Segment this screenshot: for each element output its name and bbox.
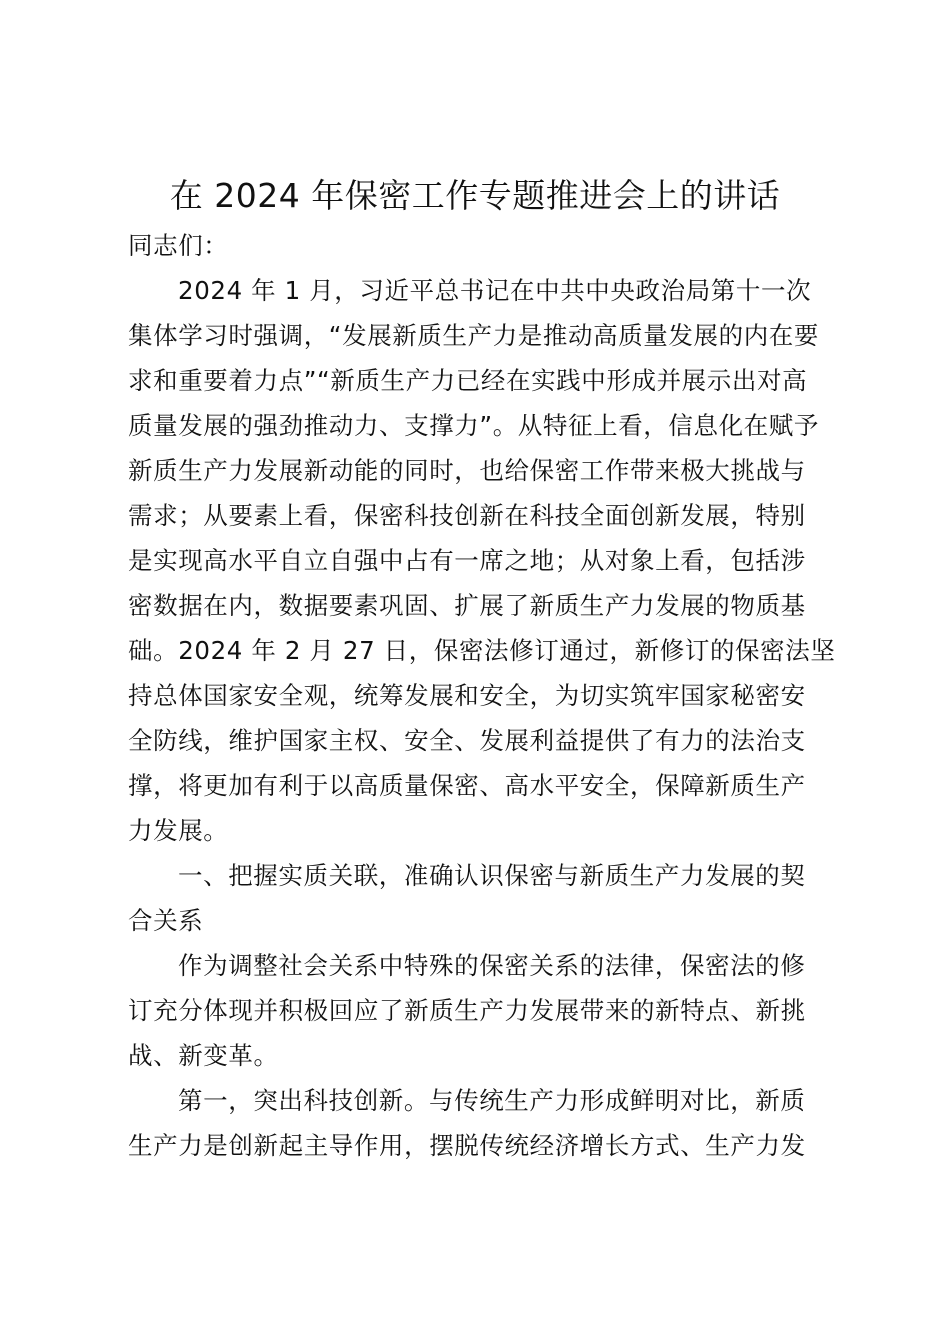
section-heading-line-1: 一、把握实质关联，准确认识保密与新质生产力发展的契 <box>178 861 806 890</box>
paragraph-1-line-8: 密数据在内，数据要素巩固、扩展了新质生产力发展的物质基 <box>128 591 806 620</box>
paragraph-1-line-4: 质量发展的强劲推动力、支撑力”。从特征上看，信息化在赋予 <box>128 411 819 440</box>
paragraph-3-line-2: 订充分体现并积极回应了新质生产力发展带来的新特点、新挑 <box>128 996 806 1025</box>
document-body <box>128 223 836 1168</box>
paragraph-1-line-11: 全防线，维护国家主权、安全、发展利益提供了有力的法治支 <box>128 726 806 755</box>
paragraph-3-line-1: 作为调整社会关系中特殊的保密关系的法律，保密法的修 <box>178 951 806 980</box>
paragraph-1-line-1: 2024 年 1 月，习近平总书记在中共中央政治局第十一次 <box>178 276 812 305</box>
page-title: 在 2024 年保密工作专题推进会上的讲话 <box>169 176 781 215</box>
paragraph-1-line-7: 是实现高水平自立自强中占有一席之地；从对象上看，包括涉 <box>128 546 806 575</box>
paragraph-1-line-12: 撑，将更加有利于以高质量保密、高水平安全，保障新质生产 <box>128 771 806 800</box>
paragraph-4-line-1: 第一，突出科技创新。与传统生产力形成鲜明对比，新质 <box>178 1086 806 1115</box>
paragraph-1-line-13: 力发展。 <box>128 816 229 845</box>
section-heading-line-2: 合关系 <box>128 906 204 935</box>
paragraph-1-line-5: 新质生产力发展新动能的同时，也给保密工作带来极大挑战与 <box>128 456 806 485</box>
paragraph-3-line-3: 战、新变革。 <box>128 1041 279 1070</box>
paragraph-1-line-10: 持总体国家安全观，统筹发展和安全，为切实筑牢国家秘密安 <box>128 681 806 710</box>
paragraph-1-line-9: 础。2024 年 2 月 27 日，保密法修订通过，新修订的保密法坚 <box>128 636 836 665</box>
paragraph-1-line-6: 需求；从要素上看，保密科技创新在科技全面创新发展，特别 <box>128 501 806 530</box>
paragraph-4-line-2: 生产力是创新起主导作用，摆脱传统经济增长方式、生产力发 <box>128 1131 806 1160</box>
paragraph-1-line-3: 求和重要着力点”“新质生产力已经在实践中形成并展示出对高 <box>128 366 808 395</box>
salutation: 同志们： <box>128 231 229 260</box>
paragraph-1-line-2: 集体学习时强调，“发展新质生产力是推动高质量发展的内在要 <box>128 321 819 350</box>
